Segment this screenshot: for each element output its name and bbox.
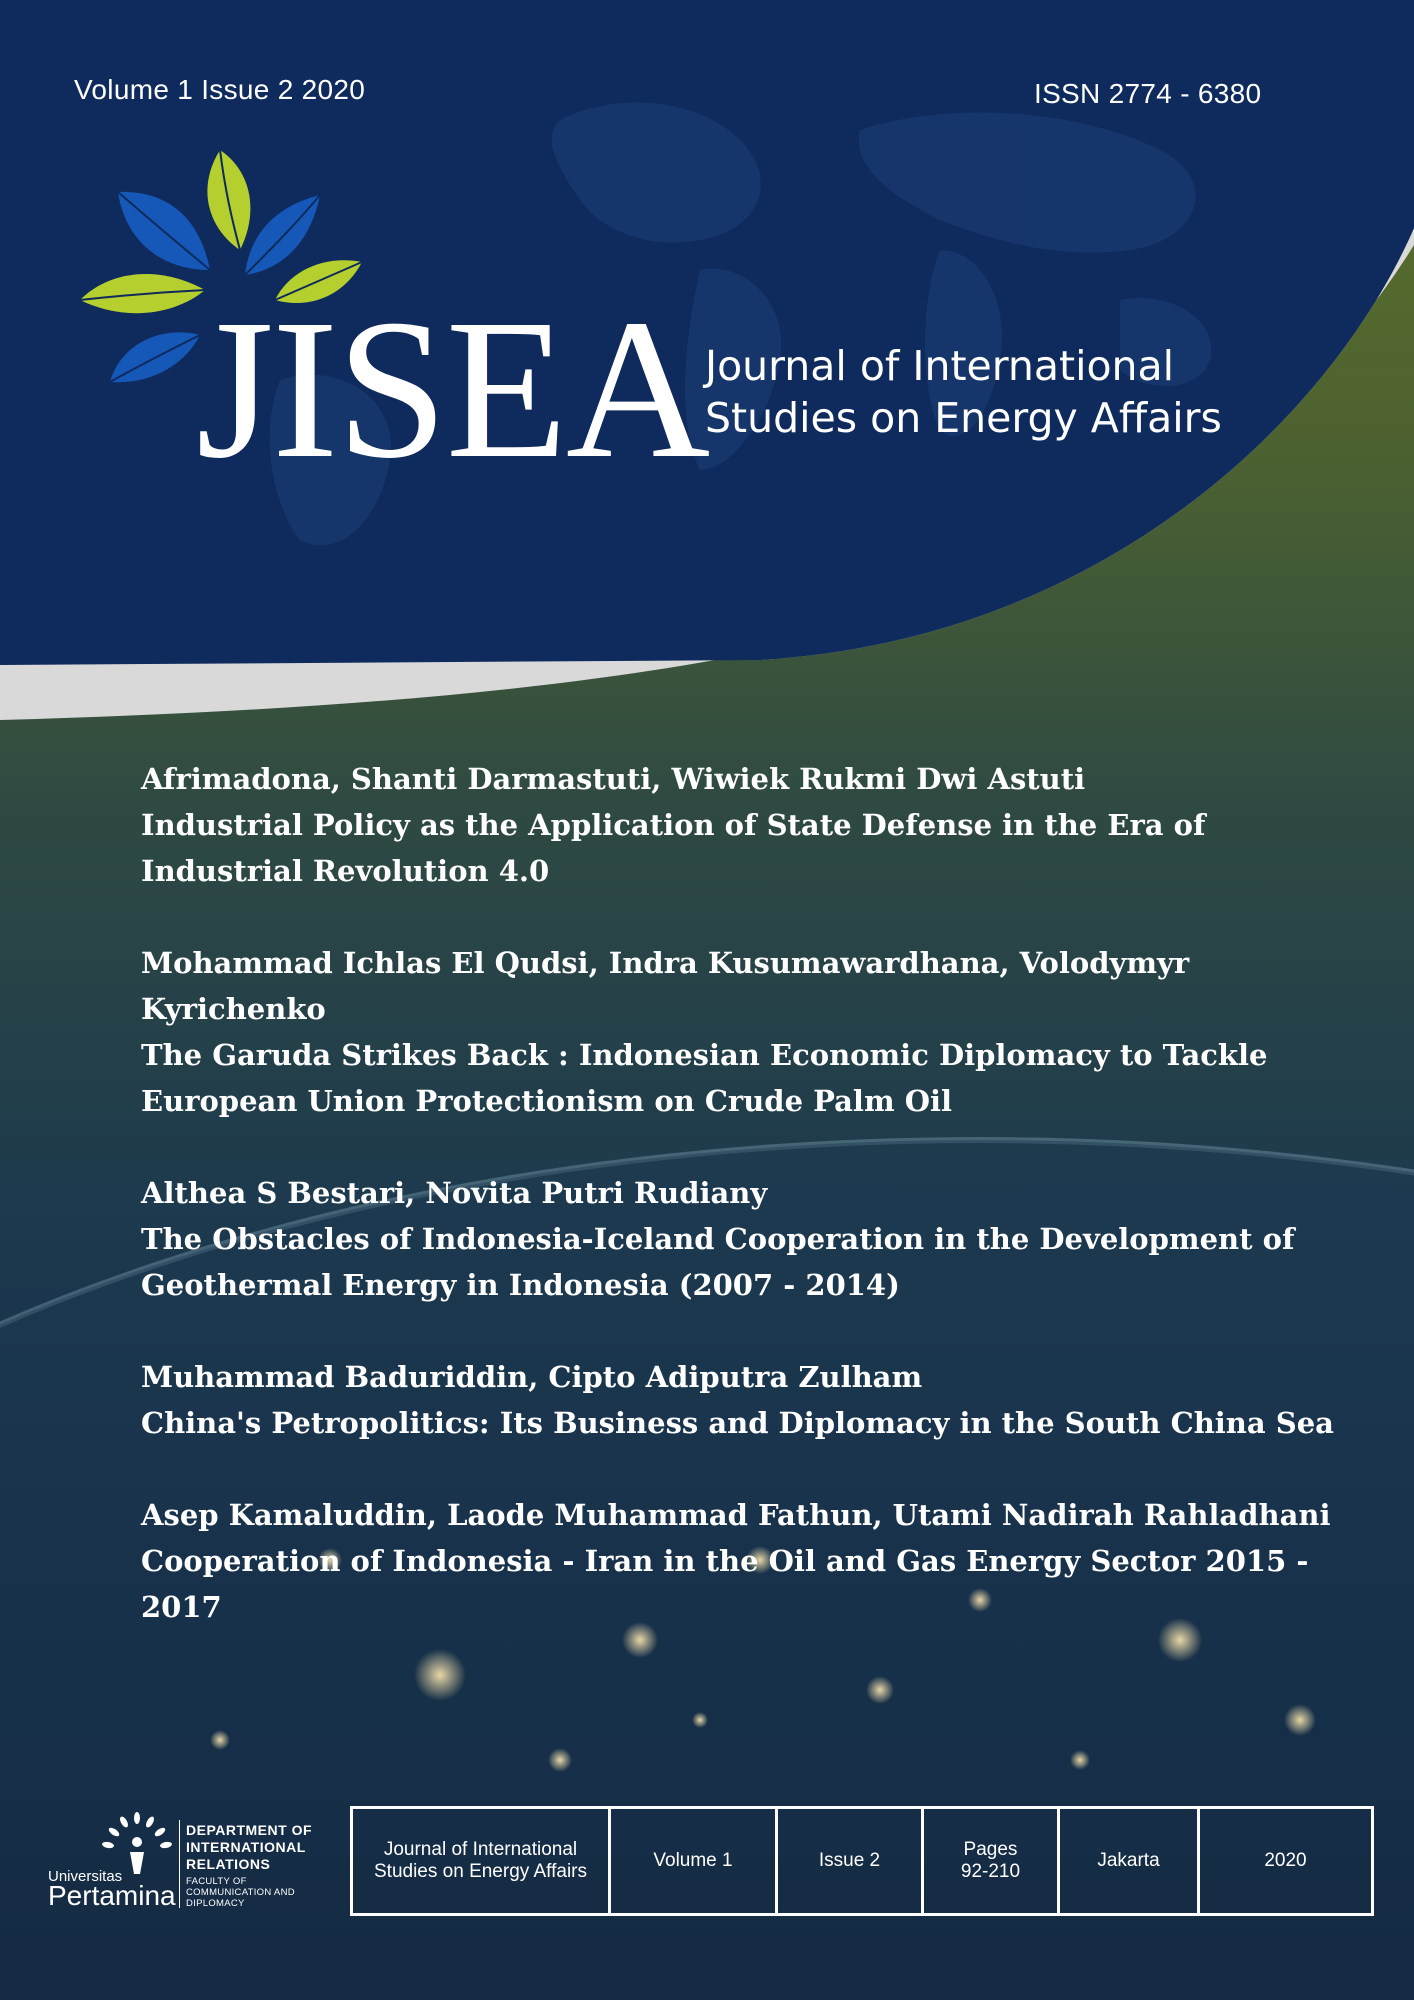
department-line: DEPARTMENT OF: [186, 1822, 313, 1838]
faculty-line: FACULTY OF: [186, 1876, 247, 1887]
journal-name-line1: Journal of International: [705, 342, 1175, 390]
info-cell-year: [1200, 1809, 1371, 1913]
article-title: The Garuda Strikes Back : Indonesian Economic Diplomacy to Tackle European Union Protectionism on Crude Palm Oil: [141, 1038, 1268, 1118]
article-title: The Obstacles of Indonesia-Iceland Cooperation in the Development of Geothermal Energy in Indonesia (2007 - 2014): [141, 1222, 1295, 1302]
info-issue: Issue 2: [818, 1850, 881, 1871]
faculty-line: COMMUNICATION AND: [186, 1887, 295, 1898]
university-logo-icon: [100, 1812, 174, 1876]
article-authors: Althea S Bestari, Novita Putri Rudiany: [141, 1176, 768, 1210]
department-line: INTERNATIONAL: [186, 1839, 306, 1855]
article-item: [141, 940, 1351, 1124]
department-line: RELATIONS: [186, 1856, 271, 1872]
article-item: [141, 756, 1351, 894]
info-cell-volume: [611, 1809, 778, 1913]
article-title: Industrial Policy as the Application of State Defense in the Era of Industrial Revolution 4.0: [141, 808, 1206, 888]
article-item: [141, 1170, 1351, 1308]
info-cell-city: [1060, 1809, 1200, 1913]
article-authors: Mohammad Ichlas El Qudsi, Indra Kusumawardhana, Volodymyr Kyrichenko: [141, 946, 1190, 1026]
journal-info-table: [350, 1806, 1374, 1916]
faculty-name: [186, 1876, 295, 1909]
info-city: Jakarta: [1097, 1850, 1160, 1871]
info-cell-pages: [924, 1809, 1060, 1913]
faculty-line: DIPLOMACY: [186, 1898, 245, 1909]
info-year: 2020: [1264, 1850, 1307, 1871]
article-item: [141, 1492, 1351, 1630]
journal-acronym: JISEA: [196, 279, 709, 500]
info-journal-line: Journal of International: [383, 1839, 578, 1860]
article-authors: Afrimadona, Shanti Darmastuti, Wiwiek Rukmi Dwi Astuti: [141, 762, 1086, 796]
journal-name-line2: Studies on Energy Affairs: [705, 394, 1222, 442]
article-title: Cooperation of Indonesia - Iran in the Oil and Gas Energy Sector 2015 - 2017: [141, 1544, 1309, 1624]
info-cell-issue: [778, 1809, 924, 1913]
article-item: [141, 1354, 1351, 1446]
volume-issue-label: Volume 1 Issue 2 2020: [74, 74, 366, 105]
article-authors: Muhammad Baduriddin, Cipto Adiputra Zulham: [141, 1360, 923, 1394]
info-pages-range: 92-210: [960, 1861, 1021, 1882]
info-journal-line: Studies on Energy Affairs: [374, 1861, 587, 1882]
article-title: China's Petropolitics: Its Business and Diplomacy in the South China Sea: [141, 1406, 1334, 1440]
info-cell-journal: [353, 1809, 611, 1913]
article-authors: Asep Kamaluddin, Laode Muhammad Fathun, Utami Nadirah Rahladhani: [141, 1498, 1331, 1532]
issn-label: ISSN 2774 - 6380: [1034, 78, 1262, 109]
info-volume: Volume 1: [653, 1850, 733, 1871]
journal-name: [705, 340, 1222, 444]
university-label-small: Universitas: [48, 1868, 123, 1885]
university-label: Pertamina: [48, 1880, 176, 1911]
footer-divider: [179, 1820, 180, 1908]
info-pages-label: Pages: [963, 1839, 1018, 1860]
department-name: [186, 1822, 312, 1873]
article-list: [141, 756, 1351, 1676]
